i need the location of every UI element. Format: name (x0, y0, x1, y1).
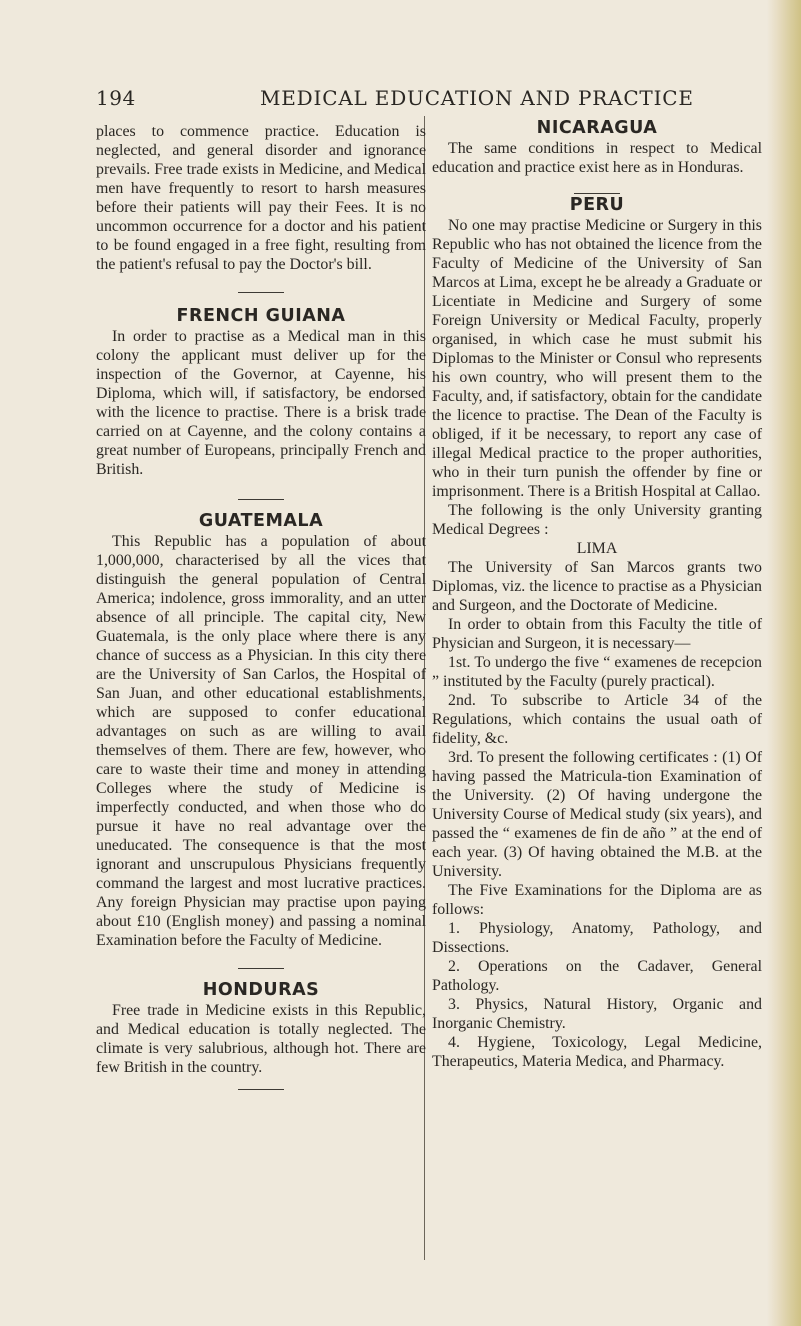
french-guiana-paragraph: In order to practise as a Medical man in this colony the applicant must deliver up for the inspection of the Governor, at Cayenne, his Diploma, which will, if satisfactory, be endorsed with the licence to practise. There is a brisk trade carried on at Cayenne, and the colony contains a great number of Europeans, principally French and British. (96, 328, 426, 478)
lima-paragraph-2: In order to obtain from this Faculty the title of Physician and Surgeon, it is necessary— (432, 616, 762, 652)
heading-honduras: HONDURAS (202, 980, 320, 1000)
honduras-paragraph: Free trade in Medicine exists in this Republic, and Medical education is totally neglected. The climate is very salubrious, although hot. There are few British in the country. (96, 1002, 426, 1076)
page-header (96, 86, 756, 112)
running-title: MEDICAL EDUCATION AND PRACTICE (260, 86, 694, 110)
subheading-lima: LIMA (576, 540, 618, 557)
nicaragua-paragraph: The same conditions in respect to Medical education and practice exist here as in Honduras. (432, 140, 762, 176)
lima-requirement-1: 1st. To undergo the five “ examenes de recepcion ” instituted by the Faculty (purely practical). (432, 654, 762, 690)
examination-item-4: 4. Hygiene, Toxicology, Legal Medicine, Therapeutics, Materia Medica, and Pharmacy. (432, 1034, 762, 1070)
page-edge (767, 0, 801, 1326)
peru-paragraph-1: No one may practise Medicine or Surgery in this Republic who has not obtained the licence from the Faculty of Medicine of the University of San Marcos at Lima, except he be already a Graduate or Licentiate in Medicine and Surgery of some Foreign University or Medical Faculty, properly organised, in which case he must submit his Diplomas to the Minister or Consul who represents his own country, who will present them to the Faculty, and, if satisfactory, obtain for the candidate the licence to practise. The Dean of the Faculty is obliged, if it be necessary, to report any case of illegal Medical practice to the proper authorities, who in their turn punish the offender by fine or imprisonment. There is a British Hospital at Callao. (432, 217, 762, 500)
lima-requirement-2: 2nd. To subscribe to Article 34 of the Regulations, which contains the usual oath of fidelity, &c. (432, 692, 762, 747)
heading-french-guiana: FRENCH GUIANA (176, 306, 346, 326)
intro-paragraph: places to commence practice. Education is neglected, and general disorder and ignorance prevails. Free trade exists in Medicine, and Medical men have frequently to resort to harsh measures before their patients will pay their Fees. It is no uncommon occurrence for a doctor and his patient to be found engaged in a free fight, resulting from the patient's refusal to pay the Doctor's bill. (96, 123, 426, 273)
examination-item-1: 1. Physiology, Anatomy, Pathology, and Dissections. (432, 920, 762, 956)
peru-paragraph-2: The following is the only University granting Medical Degrees : (432, 502, 762, 538)
heading-nicaragua: NICARAGUA (536, 118, 658, 138)
section-rule (238, 1089, 284, 1090)
examination-item-3: 3. Physics, Natural History, Organic and Inorganic Chemistry. (432, 996, 762, 1032)
right-column (432, 117, 762, 1071)
page-number: 194 (96, 86, 136, 110)
heading-peru: PERU (569, 195, 625, 215)
examinations-intro: The Five Examinations for the Diploma are as follows: (432, 882, 762, 918)
left-column (96, 122, 426, 1090)
heading-guatemala: GUATEMALA (198, 511, 324, 531)
guatemala-paragraph: This Republic has a population of about 1,000,000, characterised by all the vices that distinguish the general population of Central America; indolence, gross immorality, and an utter absence of all principle. The capital city, New Guatemala, is the only place where there is any chance of success as a Physician. In this city there are the University of San Carlos, the Hospital of San Juan, and other educational establishments, which are supposed to confer educational advantages on such as are willing to avail themselves of them. There are few, however, who care to waste their time and money in attending Colleges where the study of Medicine is imperfectly conducted, and when those who do pursue it have no real advantage over the uneducated. The consequence is that the most ignorant and unscrupulous Physicians frequently command the largest and most lucrative practices. Any foreign Physician may practise upon paying about £10 (English money) and passing a nominal Examination before the Faculty of Medicine. (96, 533, 426, 949)
examination-item-2: 2. Operations on the Cadaver, General Pathology. (432, 958, 762, 994)
lima-paragraph-1: The University of San Marcos grants two Diplomas, viz. the licence to practise as a Physician and Surgeon, and the Doctorate of Medicine. (432, 559, 762, 614)
lima-requirement-3: 3rd. To present the following certificates : (1) Of having passed the Matricula-tion Examination of the University. (2) Of having undergone the University Course of Medical study (six years), and passed the “ examenes de fin de año ” at the end of each year. (3) Of having obtained the M.B. at the University. (432, 749, 762, 880)
